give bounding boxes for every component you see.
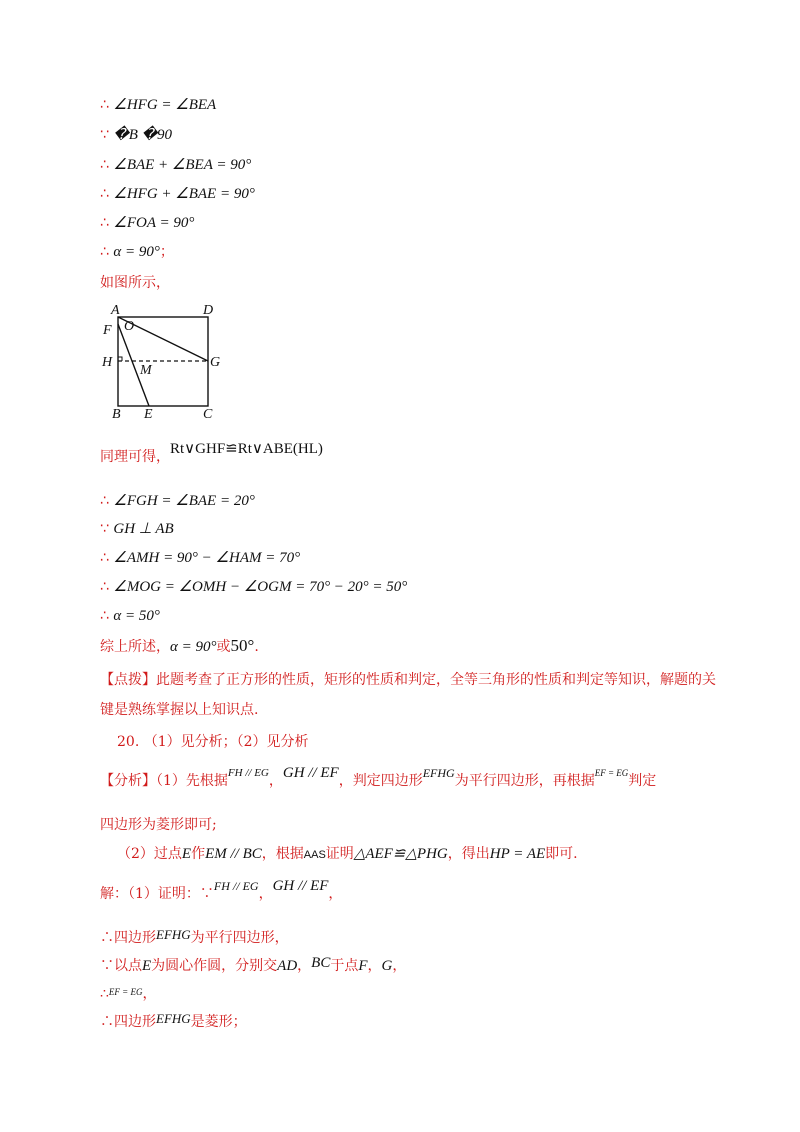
equation: GH // EF: [282, 765, 339, 781]
therefore-symbol: ∴: [100, 579, 109, 595]
equation: α = 90°: [113, 244, 160, 260]
line-9: [100, 492, 255, 510]
line-11: [100, 549, 300, 567]
line-6: [100, 243, 174, 261]
equation: EM // BC: [205, 846, 262, 862]
text: （2）过点: [117, 846, 182, 862]
equation: ∠FOA = 90°: [113, 215, 195, 231]
text: ，: [142, 986, 157, 1002]
equation: EFHG: [156, 927, 191, 942]
text: ，根据: [261, 846, 304, 862]
equation: GH ⊥ AB: [113, 521, 174, 537]
analysis-line-2: 四边形为菱形即可;: [100, 817, 217, 833]
text: 是菱形；: [190, 1014, 247, 1030]
line-7: 如图所示，: [100, 275, 170, 291]
text: 综上所述，: [100, 639, 170, 655]
therefore-symbol: ∴: [100, 244, 109, 260]
label-c: C: [203, 407, 213, 422]
line-13: [100, 607, 160, 625]
text: 证明: [325, 846, 354, 862]
equation: E: [181, 846, 192, 862]
equation-2: 50°: [230, 636, 255, 655]
text: ，得出: [447, 846, 490, 862]
equation: ∠HFG + ∠BAE = 90°: [113, 186, 255, 202]
label-e: E: [144, 407, 153, 422]
text: 【分析】（1）先根据: [100, 773, 228, 789]
equation: △AEF≌△PHG: [353, 846, 448, 862]
equation: ∠BAE + ∠BEA = 90°: [113, 157, 252, 173]
text: 为平行四边形，再根据: [454, 773, 595, 789]
equation: AD: [277, 958, 298, 974]
because-symbol: ∵: [100, 521, 109, 537]
geometry-figure: [100, 298, 230, 422]
label-b: B: [112, 407, 121, 422]
punctuation: .: [254, 639, 259, 655]
equation: HP = AE: [489, 846, 546, 862]
equation: α = 50°: [113, 608, 160, 624]
label-o: O: [124, 319, 135, 334]
text: 作: [191, 846, 206, 862]
question-20-heading: 20. （1）见分析；（2）见分析: [117, 734, 309, 750]
analysis-line-3: [117, 845, 578, 864]
text: ，判定四边形: [338, 773, 423, 789]
text: 判定: [628, 773, 657, 789]
text: 为平行四边形，: [190, 930, 289, 946]
equation: G: [381, 958, 393, 974]
line-8: [100, 441, 323, 466]
text: 即可.: [545, 846, 578, 862]
equation: ∠FGH = ∠BAE = 20°: [113, 493, 255, 509]
label-a: A: [111, 303, 120, 318]
label-f: F: [103, 323, 112, 338]
therefore-symbol: ∴: [100, 186, 109, 202]
text: ，: [392, 958, 407, 974]
text: ∵以点: [100, 958, 142, 974]
text: 解：（1）证明：∵: [100, 886, 214, 902]
equation: Rt∨GHF≌Rt∨ABE(HL): [170, 441, 323, 457]
punctuation: ；: [159, 244, 174, 260]
text: ，: [367, 958, 382, 974]
therefore-symbol: ∴: [100, 97, 109, 113]
equation: �B �90: [113, 127, 173, 143]
equation: FH // EG: [227, 767, 269, 779]
text: ∴四边形: [100, 930, 156, 946]
text: ，: [268, 773, 283, 789]
text: 为圆心作圆，分别交: [151, 958, 278, 974]
label-m: M: [140, 363, 152, 378]
text: 于点: [330, 958, 359, 974]
text: 同理可得，: [100, 449, 170, 465]
equation: EFHG: [422, 766, 455, 780]
solution-line-5: [100, 1013, 247, 1031]
solution-line-2: [100, 929, 289, 947]
equation: EF = EG: [108, 987, 143, 997]
solution-line-4: [100, 985, 157, 1004]
line-5: [100, 214, 194, 232]
therefore-symbol: ∴: [100, 215, 109, 231]
equation: FH // EG: [213, 879, 259, 893]
analysis-line-1: [100, 765, 657, 791]
therefore-symbol: ∴: [100, 550, 109, 566]
equation: EF = EG: [594, 768, 629, 778]
therefore-symbol: ∴: [100, 608, 109, 624]
line-2: [100, 126, 172, 144]
line-1: [100, 96, 216, 114]
line-4: [100, 185, 255, 203]
text: ，: [297, 958, 312, 974]
therefore-symbol: ∴: [100, 157, 109, 173]
line-14: [100, 637, 259, 656]
text-or: 或: [216, 639, 231, 655]
text: ，: [328, 886, 343, 902]
comment-line-1: 【点拨】此题考查了正方形的性质，矩形的性质和判定，全等三角形的性质和判定等知识，解题的关: [100, 672, 716, 688]
equation: GH // EF: [272, 878, 329, 894]
equation: EFHG: [156, 1011, 191, 1026]
label-g: G: [210, 355, 221, 370]
label-d: D: [203, 303, 214, 318]
solution-line-1: [100, 878, 343, 903]
therefore-symbol: ∴: [100, 493, 109, 509]
equation: ∠AMH = 90° − ∠HAM = 70°: [113, 550, 301, 566]
text: ，: [258, 886, 273, 902]
equation: F: [358, 958, 368, 974]
equation: ∠HFG = ∠BEA: [113, 97, 217, 113]
because-symbol: ∵: [100, 127, 109, 143]
solution-line-3: [100, 957, 406, 975]
line-3: [100, 156, 251, 174]
equation: ∠MOG = ∠OMH − ∠OGM = 70° − 20° = 50°: [113, 579, 408, 595]
text: ∴四边形: [100, 1014, 156, 1030]
comment-line-2: 键是熟练掌握以上知识点.: [100, 702, 259, 718]
equation: BC: [311, 955, 331, 971]
equation: E: [142, 958, 152, 974]
line-10: [100, 520, 174, 538]
label-h: H: [102, 355, 113, 370]
text: ∴: [100, 986, 109, 1002]
line-12: [100, 578, 407, 596]
equation: α = 90°: [170, 639, 217, 655]
equation: AAS: [303, 849, 326, 861]
